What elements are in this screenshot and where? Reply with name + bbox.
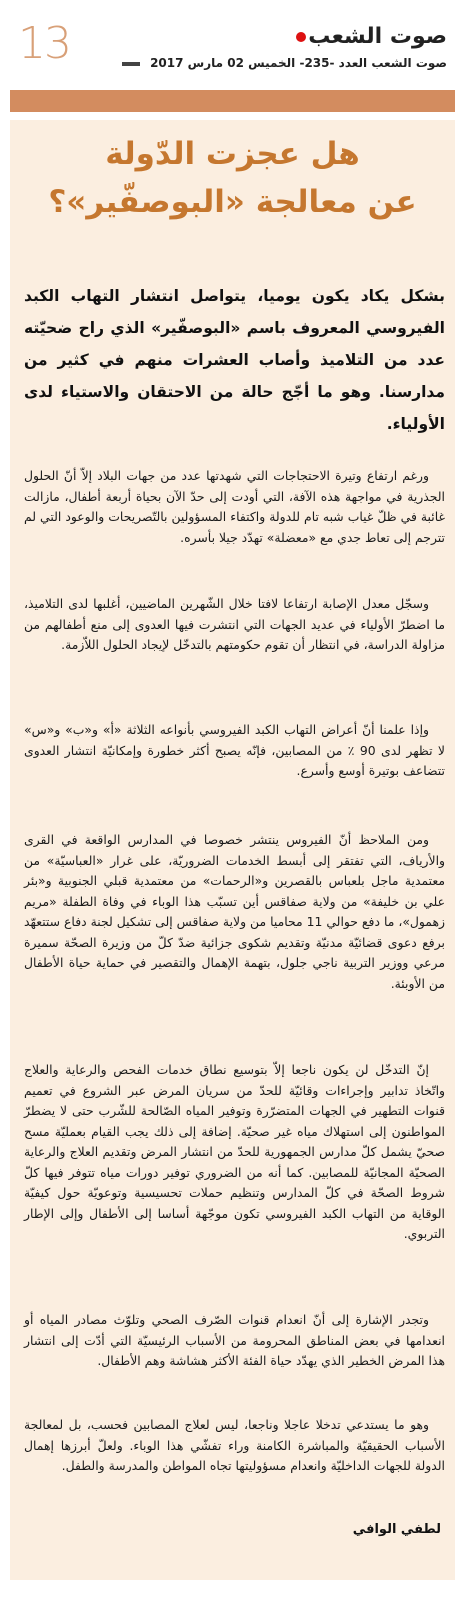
paragraph-text: ومن الملاحظ أنّ الفيروس ينتشر خصوصا في المدارس الواقعة في القرى والأرياف، التي تفتقر إلى أبسط الخدمات الضروريّة، على غرار «العباسيّة» من معتمدية ماجل بلعباس بالقصرين و«الرحمات» من معتمدية قبلي الجنوبية و«بئر علي بن خليفة» من ولاية صفاقس أين تسبّب هذا الوباء في وفاة الطفلة «مريم زهمول»، ما دفع حوالي 11 محاميا من ولاية صفاقس إلى تشكيل لجنة دفاع ستتعهّد برفع دعوى قضائيّة مدنيّة وتقديم شكوى جزائية ضدّ كلّ من وزيرة الصحّة سميرة مرعي ووزير التربية ناجي جلول، بتهمة الإهمال والتقصير في حماية حياة الأطفال من الأوبئة. xyxy=(24,832,445,991)
paragraph-5 xyxy=(24,1060,445,1245)
paragraph-1 xyxy=(24,466,445,548)
issue-line: صوت الشعب العدد -235- الخميس 02 مارس 2017 xyxy=(150,56,447,70)
paragraph-text: وهو ما يستدعي تدخلا عاجلا وناجعا، ليس لعلاج المصابين فحسب، بل لمعالجة الأسباب الحقيقيّة والمباشرة الكامنة وراء تفشّي هذا الوباء. ولعلّ أبرزها إهمال الدولة للجهات الداخليّة وانعدام مسؤوليتها تجاه المواطن والمدرسة والطفل. xyxy=(24,1417,445,1473)
page-number: 13 xyxy=(18,18,70,69)
paragraph-text: ورغم ارتفاع وتيرة الاحتجاجات التي شهدتها عدد من جهات البلاد إلاّ أنّ الحلول الجذرية في مواجهة هذه الآفة، التي أودت إلى حدّ الآن بحياة أربعة أطفال، مازالت غائبة في ظلّ غياب شبه تام للدولة واكتفاء المسؤولين بالتّصريحات والوعود التي لم تترجم إلى تعاط جدي مع «معضلة» تهدّد جيلا بأسره. xyxy=(24,468,445,545)
paragraph-4 xyxy=(24,830,445,994)
paragraph-3 xyxy=(24,720,445,782)
paragraph-6 xyxy=(24,1310,445,1372)
newspaper-logo xyxy=(294,26,447,48)
paragraph-text: وتجدر الإشارة إلى أنّ انعدام قنوات الصّرف الصحي وتلوّث مصادر المياه أو انعدامها في بعض المناطق المحرومة من الأسباب الرئيسيّة التي أدّت إلى انتشار هذا المرض الخطير الذي يهدّد حياة الفئة الأكثر هشاشة وهم الأطفال. xyxy=(24,1312,445,1368)
section-band xyxy=(10,90,455,112)
article-lead: بشكل يكاد يكون يوميا، يتواصل انتشار التهاب الكبد الفيروسي المعروف باسم «البوصفّير» الذي راح ضحيّته عدد من التلاميذ وأصاب العشرات منهم في كثير من مدارسنا. وهو ما أجّج حالة من الاحتقان والاستياء لدى الأولياء. xyxy=(24,287,445,433)
paragraph-text: إنّ التدخّل لن يكون ناجعا إلاّ بتوسيع نطاق خدمات الفحص والرعاية والعلاج واتّخاذ تدابير وإجراءات وقائيّة للحدّ من سريان المرض عبر الشروع في تعميم قنوات التطهير في الجهات المتضرّرة وتوفير المياه الصّالحة للشّرب حتى لا يضطرّ المواطنون إلى استهلاك مياه غير صحيّة. إضافة إلى ذلك يجب القيام بعمليّة مسح صحيّ يشمل كلّ مدارس الجمهورية للحدّ من انتشار المرض وتقديم العلاج والرعاية الصحيّة المجانيّة للمصابين. كما أنه من الضروري توفير دورات مياه تتوفر فيها كلّ شروط الصحّة في كلّ المدارس وتنظيم حملات تحسيسية وتوعويّة حول كيفيّة الوقاية من التهاب الكبد الفيروسي تكون موجّهة أساسا إلى الأطفال وإلى الإطار التربوي. xyxy=(24,1062,445,1241)
masthead xyxy=(0,0,465,80)
title-line-2: عن معالجة «البوصفّير»؟ xyxy=(48,184,417,220)
paragraph-text: وسجّل معدل الإصابة ارتفاعا لافتا خلال الشّهرين الماضيين، أغلبها لدى التلاميذ، ما اضطرّ الأولياء في عديد الجهات التي انتشرت فيها العدوى إلى منع أطفالهم من مزاولة الدراسة، في انتظار أن تقوم حكومتهم بالتدخّل لإيجاد الحلول اللاّزمة. xyxy=(24,596,445,652)
author-name: لطفي الوافي xyxy=(352,1522,441,1537)
logo-dot-icon xyxy=(296,32,306,42)
title-line-1: هل عجزت الدّولة xyxy=(105,136,360,172)
divider xyxy=(122,62,140,66)
article-title xyxy=(10,130,455,226)
logo-text: صوت الشعب xyxy=(308,24,447,49)
paragraph-7 xyxy=(24,1415,445,1477)
paragraph-text: وإذا علمنا أنّ أعراض التهاب الكبد الفيروسي بأنواعه الثلاثة «أ» و«ب» و«س» لا تظهر لدى 90 ٪ من المصابين، فإنّه يصبح أكثر خطورة وإمكانيّة انتشار العدوى تتضاعف بوتيرة أوسع وأسرع. xyxy=(24,722,445,778)
paragraph-2 xyxy=(24,594,445,656)
